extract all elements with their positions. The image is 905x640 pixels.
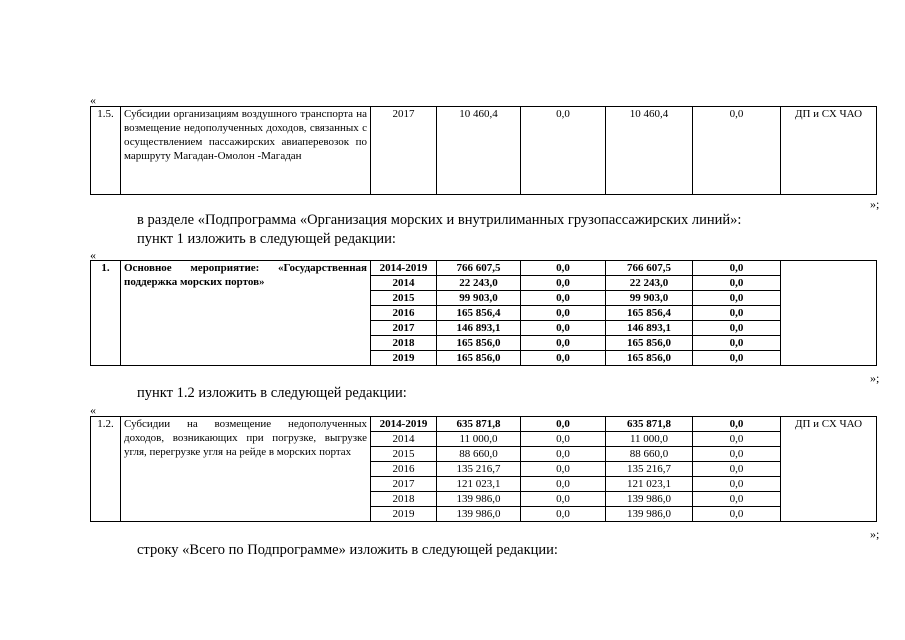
item-number: 1.	[91, 261, 121, 366]
paragraph-total-row: строку «Всего по Подпрограмме» изложить в следующей редакции:	[137, 542, 558, 558]
row-okrug: 10 460,4	[606, 107, 693, 195]
cell-fed: 0,0	[521, 417, 606, 432]
cell-year: 2018	[371, 336, 437, 351]
cell-other: 0,0	[693, 492, 781, 507]
cell-total: 766 607,5	[437, 261, 521, 276]
item-executor: ДП и СХ ЧАО	[781, 417, 877, 522]
cell-year: 2017	[371, 321, 437, 336]
row-description: Субсидии организациям воздушного транспорта на возмещение недополученных доходов, связанных с осуществлением пассажирских авиаперевозок по маршруту Магадан-Омолон -Магадан	[121, 107, 371, 195]
row-year: 2017	[371, 107, 437, 195]
cell-fed: 0,0	[521, 291, 606, 306]
cell-total: 165 856,4	[437, 306, 521, 321]
cell-total: 635 871,8	[437, 417, 521, 432]
item-number: 1.2.	[91, 417, 121, 522]
cell-okr: 766 607,5	[606, 261, 693, 276]
cell-year: 2015	[371, 447, 437, 462]
cell-okr: 165 856,0	[606, 351, 693, 366]
cell-total: 22 243,0	[437, 276, 521, 291]
cell-fed: 0,0	[521, 351, 606, 366]
cell-okr: 121 023,1	[606, 477, 693, 492]
cell-fed: 0,0	[521, 336, 606, 351]
cell-total: 165 856,0	[437, 351, 521, 366]
cell-fed: 0,0	[521, 276, 606, 291]
cell-other: 0,0	[693, 477, 781, 492]
quote-close-1: »;	[870, 197, 880, 211]
table-row-1-5	[90, 106, 877, 195]
cell-okr: 139 986,0	[606, 507, 693, 522]
cell-other: 0,0	[693, 507, 781, 522]
quote-close-2: »;	[870, 371, 880, 385]
cell-fed: 0,0	[521, 447, 606, 462]
cell-okr: 146 893,1	[606, 321, 693, 336]
quote-open-1: «	[90, 93, 96, 107]
cell-fed: 0,0	[521, 477, 606, 492]
cell-year: 2014	[371, 276, 437, 291]
row-other: 0,0	[693, 107, 781, 195]
paragraph-item-1: пункт 1 изложить в следующей редакции:	[137, 231, 396, 247]
cell-okr: 165 856,4	[606, 306, 693, 321]
quote-open-2: «	[90, 248, 96, 262]
cell-total: 88 660,0	[437, 447, 521, 462]
cell-total: 121 023,1	[437, 477, 521, 492]
item-description: Основное мероприятие: «Государственная поддержка морских портов»	[121, 261, 371, 366]
cell-year: 2014-2019	[371, 417, 437, 432]
cell-okr: 635 871,8	[606, 417, 693, 432]
cell-total: 139 986,0	[437, 507, 521, 522]
cell-other: 0,0	[693, 447, 781, 462]
paragraph-section: в разделе «Подпрограмма «Организация морских и внутрилиманных грузопассажирских линий»:	[137, 212, 742, 228]
cell-okr: 11 000,0	[606, 432, 693, 447]
item-executor	[781, 261, 877, 366]
paragraph-item-1-2: пункт 1.2 изложить в следующей редакции:	[137, 385, 407, 401]
cell-okr: 22 243,0	[606, 276, 693, 291]
item-description: Субсидии на возмещение недополученных доходов, возникающих при погрузке, выгрузке угля, перегрузке угля на рейде в морских портах	[121, 417, 371, 522]
cell-total: 165 856,0	[437, 336, 521, 351]
cell-okr: 165 856,0	[606, 336, 693, 351]
table-item-1	[90, 260, 877, 366]
cell-fed: 0,0	[521, 507, 606, 522]
cell-total: 99 903,0	[437, 291, 521, 306]
cell-okr: 99 903,0	[606, 291, 693, 306]
cell-fed: 0,0	[521, 321, 606, 336]
cell-other: 0,0	[693, 306, 781, 321]
cell-year: 2018	[371, 492, 437, 507]
cell-okr: 135 216,7	[606, 462, 693, 477]
cell-total: 11 000,0	[437, 432, 521, 447]
cell-other: 0,0	[693, 261, 781, 276]
cell-other: 0,0	[693, 351, 781, 366]
table-row	[91, 417, 877, 432]
table-item-1-2	[90, 416, 877, 522]
cell-total: 146 893,1	[437, 321, 521, 336]
cell-fed: 0,0	[521, 462, 606, 477]
cell-year: 2019	[371, 507, 437, 522]
row-executor: ДП и СХ ЧАО	[781, 107, 877, 195]
cell-year: 2014	[371, 432, 437, 447]
cell-okr: 139 986,0	[606, 492, 693, 507]
cell-fed: 0,0	[521, 432, 606, 447]
cell-year: 2016	[371, 462, 437, 477]
cell-year: 2015	[371, 291, 437, 306]
cell-okr: 88 660,0	[606, 447, 693, 462]
cell-fed: 0,0	[521, 306, 606, 321]
row-total: 10 460,4	[437, 107, 521, 195]
cell-other: 0,0	[693, 462, 781, 477]
cell-other: 0,0	[693, 276, 781, 291]
cell-total: 139 986,0	[437, 492, 521, 507]
row-federal: 0,0	[521, 107, 606, 195]
cell-fed: 0,0	[521, 492, 606, 507]
cell-year: 2016	[371, 306, 437, 321]
table-row	[91, 261, 877, 276]
cell-other: 0,0	[693, 291, 781, 306]
cell-total: 135 216,7	[437, 462, 521, 477]
cell-fed: 0,0	[521, 261, 606, 276]
cell-other: 0,0	[693, 417, 781, 432]
cell-other: 0,0	[693, 432, 781, 447]
row-number: 1.5.	[91, 107, 121, 195]
quote-open-3: «	[90, 403, 96, 417]
cell-other: 0,0	[693, 321, 781, 336]
cell-other: 0,0	[693, 336, 781, 351]
cell-year: 2019	[371, 351, 437, 366]
cell-year: 2014-2019	[371, 261, 437, 276]
cell-year: 2017	[371, 477, 437, 492]
quote-close-3: »;	[870, 527, 880, 541]
